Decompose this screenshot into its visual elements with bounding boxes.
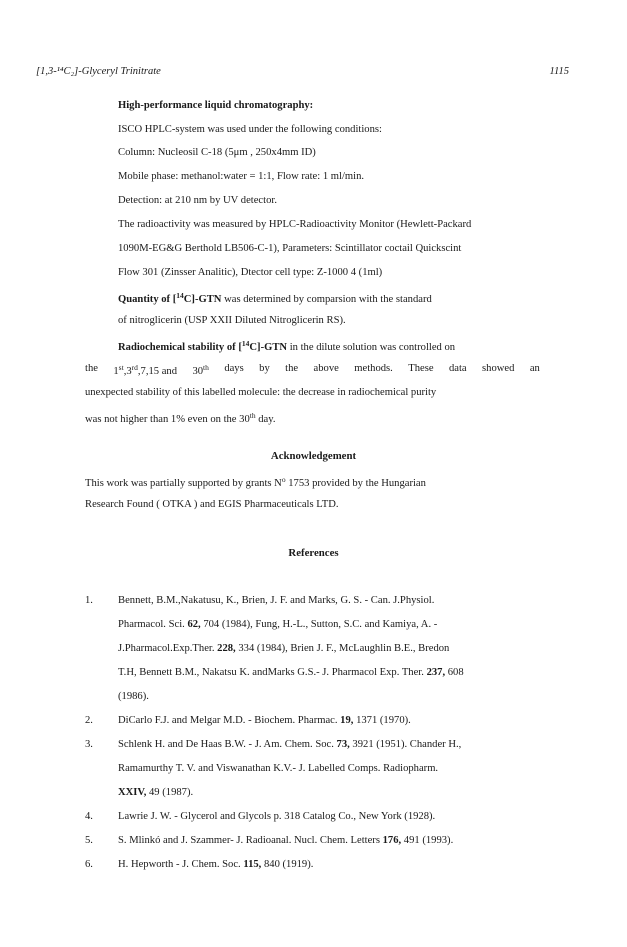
reference-number: 2.	[85, 715, 93, 726]
reference-volume: 237,	[426, 667, 446, 678]
reference-line: Lawrie J. W. - Glycerol and Glycols p. 318 Catalog Co., New York (1928).	[118, 811, 436, 822]
reference-line: XXIV, 49 (1987).	[118, 787, 194, 798]
reference-volume: XXIV,	[118, 787, 147, 798]
hplc-line: ISCO HPLC-system was used under the following conditions:	[118, 124, 382, 135]
page-header	[36, 66, 569, 82]
quantity-line-2: of nitroglicerin (USP XXII Diluted Nitroglicerin RS).	[118, 315, 346, 326]
hplc-heading: High-performance liquid chromatography:	[118, 100, 314, 111]
reference-number: 1.	[85, 595, 93, 606]
acknowledgement-line: This work was partially supported by grants $N^o$ 1753 provided by the Hungarian	[85, 475, 426, 489]
acknowledgement-line: Research Found ( OTKA ) and EGIS Pharmaceuticals LTD.	[85, 499, 339, 510]
reference-line: DiCarlo F.J. and Melgar M.D. - Biochem. Pharmac. 19, 1371 (1970).	[118, 715, 411, 726]
reference-line: Pharmacol. Sci. 62, 704 (1984), Fung, H.-L., Sutton, S.C. and Kamiya, A. -	[118, 619, 438, 630]
hplc-line: Detection: at 210 nm by UV detector.	[118, 195, 277, 206]
stability-line-4: was not higher than 1% even on the 30th day.	[85, 411, 276, 425]
reference-line: T.H, Bennett B.M., Nakatsu K. andMarks G.S.- J. Pharmacol Exp. Ther. 237, 608	[118, 667, 464, 678]
hplc-line: Column: Nucleosil C-18 (5μm , 250x4mm ID)	[118, 147, 316, 158]
hplc-line: 1090M-EG&G Berthold LB506-C-1), Parameters: Scintillator coctail Quickscint	[118, 243, 462, 254]
reference-volume: 19,	[340, 715, 354, 726]
stability-line-3: unexpected stability of this labelled molecule: the decrease in radiochemical purity	[85, 387, 437, 398]
reference-line: J.Pharmacol.Exp.Ther. 228, 334 (1984), Brien J. F., McLaughlin B.E., Bredon	[118, 643, 450, 654]
reference-line: S. Mlinkó and J. Szammer- J. Radioanal. Nucl. Chem. Letters 176, 491 (1993).	[118, 835, 454, 846]
reference-line: Ramamurthy T. V. and Viswanathan K.V.- J. Labelled Comps. Radiopharm.	[118, 763, 439, 774]
reference-number: 6.	[85, 859, 93, 870]
page-number: 1115	[549, 66, 569, 77]
reference-volume: 73,	[336, 739, 350, 750]
reference-volume: 62,	[187, 619, 201, 630]
hplc-line: Flow 301 (Zinsser Analitic), Dtector cell type: Z-1000 4 (1ml)	[118, 267, 383, 278]
reference-line: Schlenk H. and De Haas B.W. - J. Am. Chem. Soc. 73, 3921 (1951). Chander H.,	[118, 739, 462, 750]
hplc-line: Mobile phase: methanol:water = 1:1, Flow rate: 1 ml/min.	[118, 171, 365, 182]
reference-number: 4.	[85, 811, 93, 822]
reference-line: (1986).	[118, 691, 149, 702]
reference-line: H. Hepworth - J. Chem. Soc. 115, 840 (1919).	[118, 859, 314, 870]
reference-number: 5.	[85, 835, 93, 846]
quantity-label: Quantity of [$^{14}$C]-GTN	[118, 291, 222, 305]
quantity-line: Quantity of [$^{14}$C]-GTN was determined by comparsion with the standard	[118, 291, 432, 305]
reference-number: 3.	[85, 739, 93, 750]
reference-volume: 115,	[243, 859, 262, 870]
acknowledgement-heading: Acknowledgement	[270, 450, 357, 462]
references-heading: References	[288, 547, 339, 559]
reference-volume: 176,	[382, 835, 402, 846]
reference-line: Bennett, B.M.,Nakatusu, K., Brien, J. F. and Marks, G. S. - Can. J.Physiol.	[118, 595, 435, 606]
stability-label: Radiochemical stability of [$^{14}$C]-GTN	[118, 339, 288, 353]
reference-volume: 228,	[217, 643, 236, 654]
stability-line-2: the 1st,3rd,7,15 and 30th days by the above methods. These data showed an	[85, 363, 540, 377]
hplc-line: The radioactivity was measured by HPLC-Radioactivity Monitor (Hewlett-Packard	[118, 219, 472, 230]
stability-line: Radiochemical stability of [$^{14}$C]-GTN in the dilute solution was controlled on	[118, 339, 456, 353]
running-title: [1,3-¹⁴C₂]-Glyceryl Trinitrate	[36, 66, 161, 77]
